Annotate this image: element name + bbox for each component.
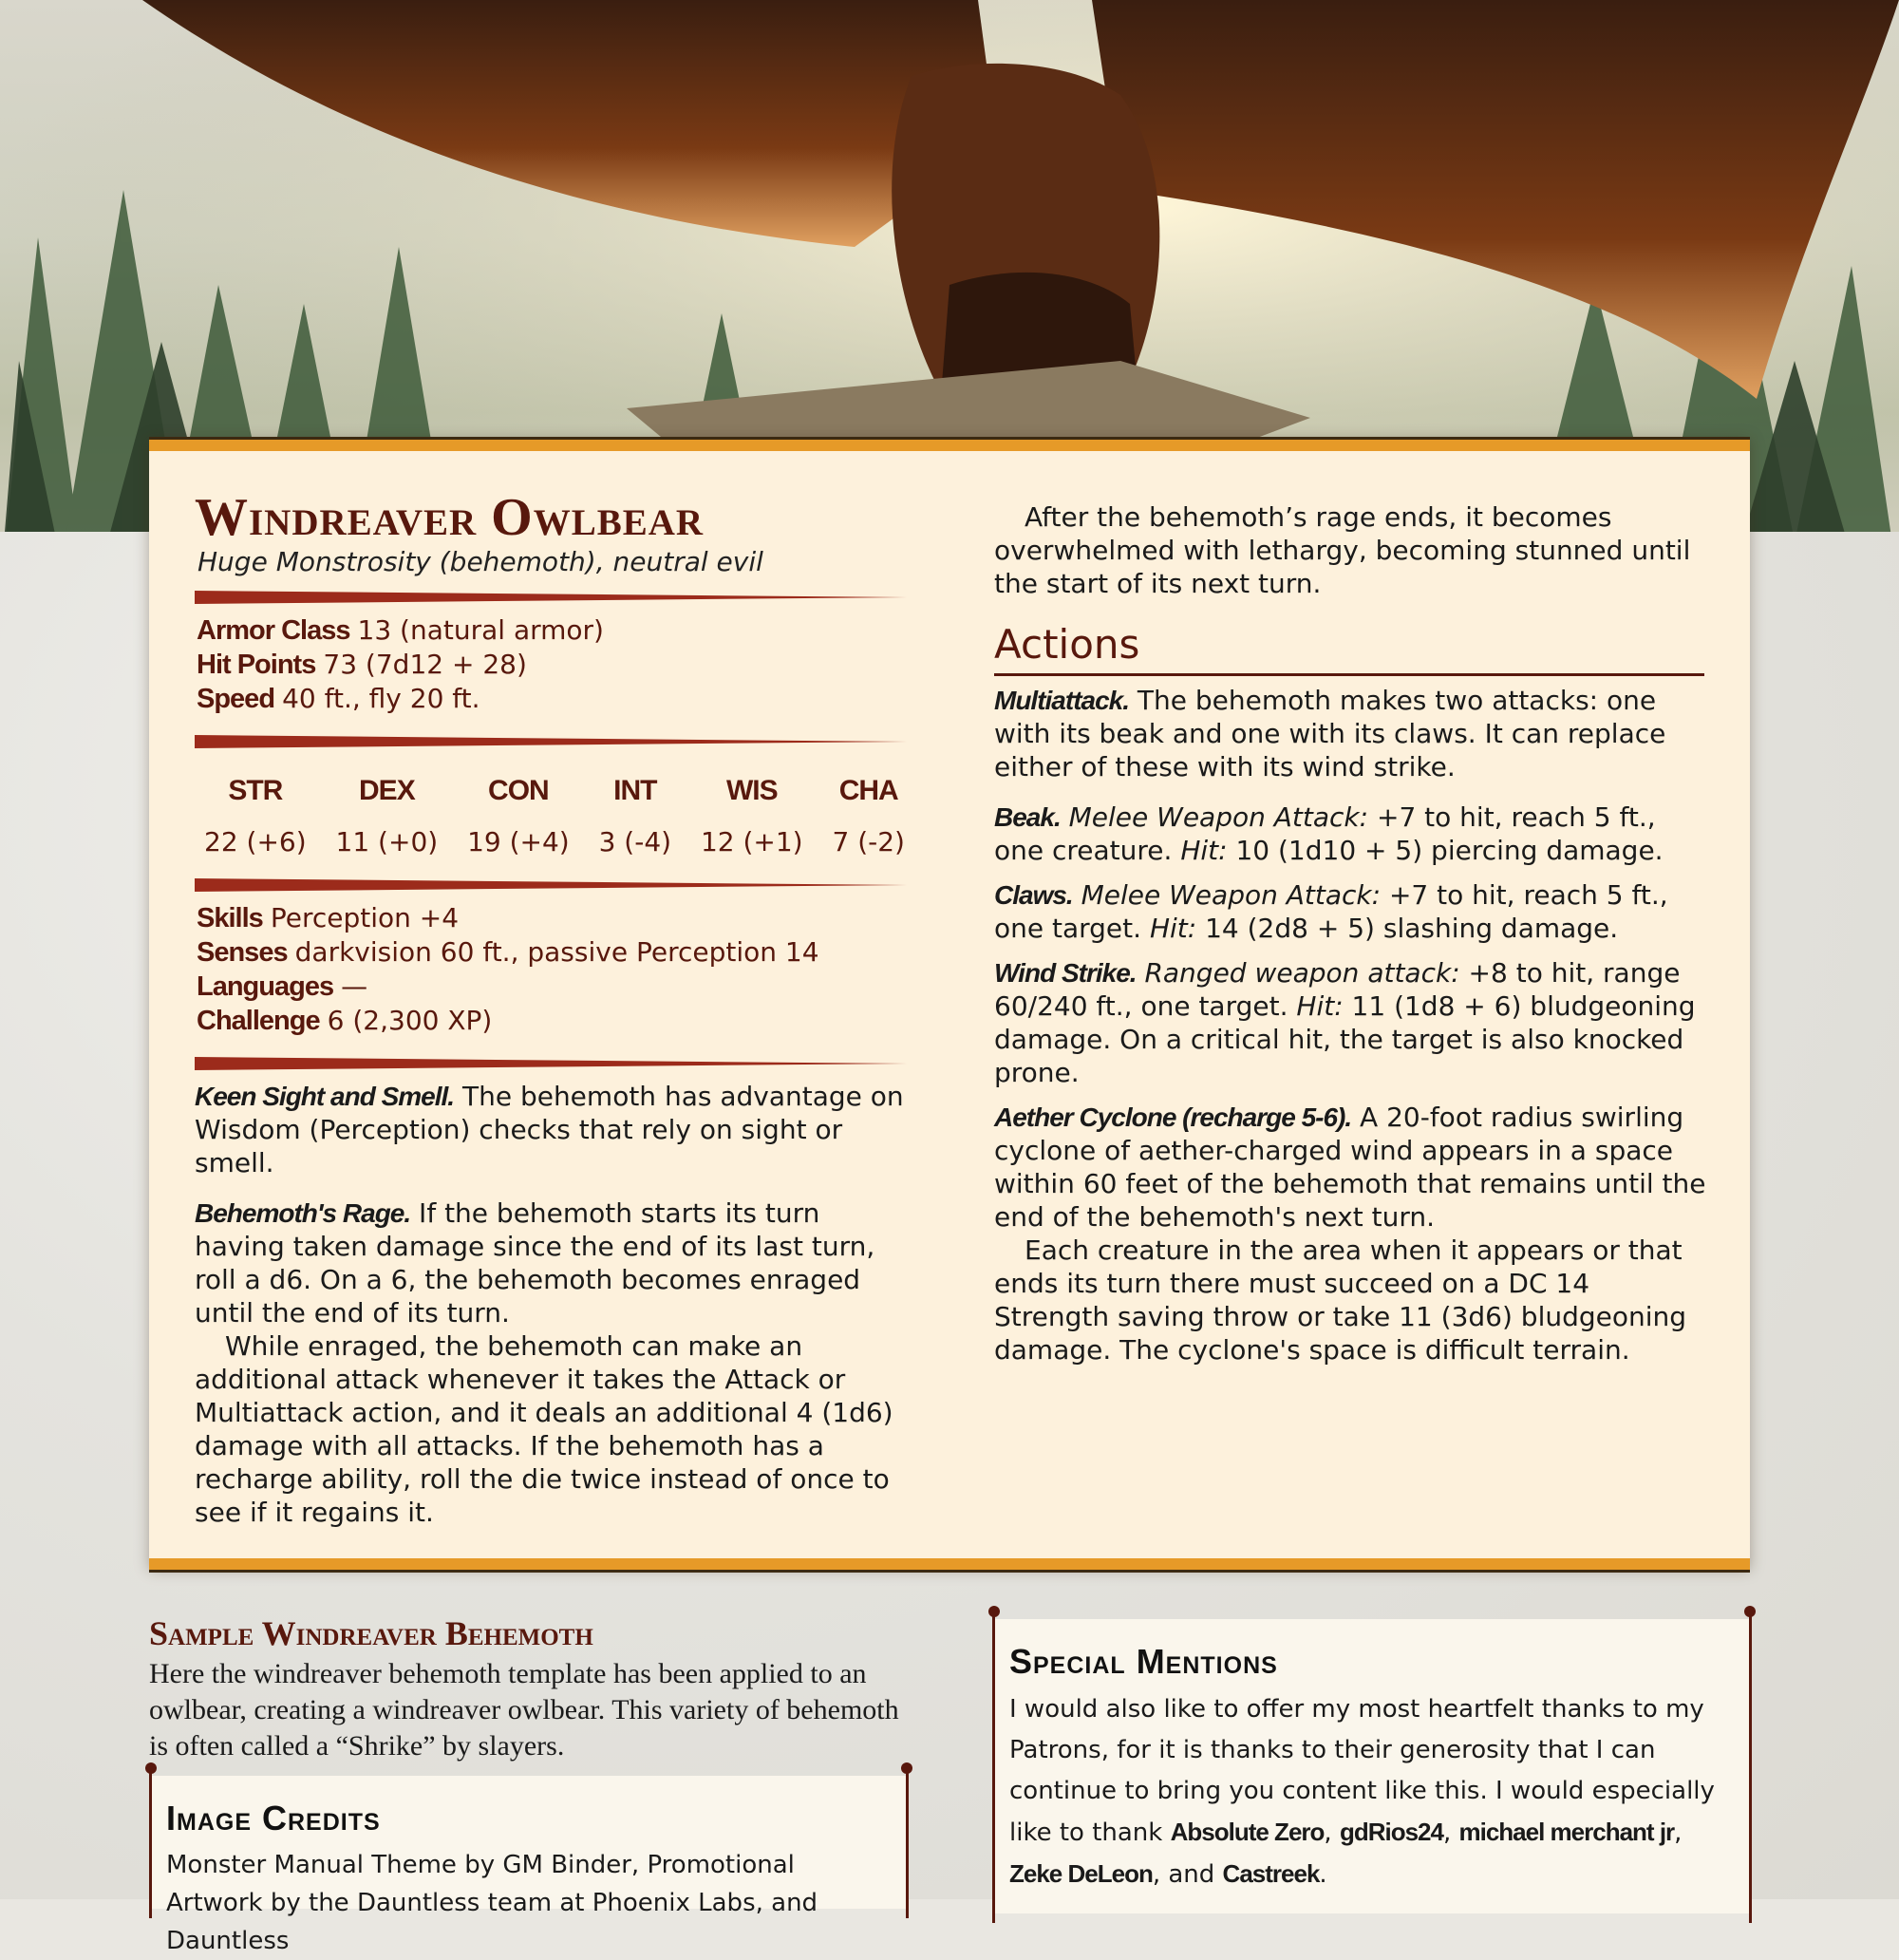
challenge: Challenge 6 (2,300 XP): [197, 1005, 493, 1036]
ability-scores: [204, 775, 905, 858]
divider: [195, 591, 907, 604]
divider: [195, 878, 907, 892]
stat-block-left-column: [195, 489, 912, 1529]
image-credits-note: [149, 1776, 909, 1955]
sample-text: Here the windreaver behemoth template has been applied to an owlbear, creating a windreaver owlbear. This variety of behemoth is often called a “Shrike” by slayers.: [149, 1658, 899, 1762]
actions-rule: [994, 673, 1704, 676]
sample-section: [149, 1614, 909, 1764]
trait-rage-ends: After the behemoth’s rage ends, it becomes overwhelmed with lethargy, becoming stunned until the start of its next turn.: [994, 501, 1691, 599]
ability-con: CON 19 (+4): [467, 775, 570, 858]
patron-name: Absolute Zero: [1170, 1818, 1325, 1846]
skills: Skills Perception +4: [197, 902, 460, 933]
ability-dex: DEX 11 (+0): [335, 775, 439, 858]
armor-class: Armor Class 13 (natural armor): [197, 614, 604, 646]
ability-int: INT 3 (-4): [598, 775, 672, 858]
divider: [195, 735, 907, 748]
monster-name: Windreaver Owlbear: [195, 488, 705, 547]
divider: [195, 1057, 907, 1070]
sample-heading: Sample Windreaver Behemoth: [149, 1614, 593, 1652]
patron-name: Zeke DeLeon: [1009, 1859, 1153, 1888]
speed: Speed 40 ft., fly 20 ft.: [197, 683, 480, 714]
trait-rage-enraged: While enraged, the behemoth can make an additional attack whenever it takes the Attack or Multiattack action, and it deals an additional 4 (1d6) damage with all attacks. If the behemoth has a recharge ability, roll the die twice instead of once to see if it regains it.: [195, 1330, 893, 1528]
languages: Languages —: [197, 971, 368, 1002]
ability-wis: WIS 12 (+1): [700, 775, 803, 858]
action-aether-cyclone-effect: Each creature in the area when it appears or that ends its turn there must succeed on a DC 14 Strength saving throw or take 11 (3d6) bludgeoning damage. The cyclone's space is difficult terrain.: [994, 1234, 1687, 1366]
actions-heading: Actions: [994, 621, 1140, 668]
action-multiattack: Multiattack. The behemoth makes two attacks: one with its beak and one with its claws. It can replace either of these with its wind strike.: [994, 685, 1666, 782]
hit-points: Hit Points 73 (7d12 + 28): [197, 649, 527, 680]
image-credits-text: Monster Manual Theme by GM Binder, Promotional Artwork by the Dauntless team at Phoenix Labs, and Dauntless: [166, 1851, 818, 1955]
stat-block: [149, 440, 1750, 1570]
action-beak: Beak. Melee Weapon Attack: +7 to hit, reach 5 ft., one creature. Hit: 10 (1d10 + 5) piercing damage.: [994, 801, 1664, 866]
special-mentions-heading: Special Mentions: [1009, 1642, 1278, 1681]
action-wind-strike: Wind Strike. Ranged weapon attack: +8 to hit, range 60/240 ft., one target. Hit: 11 (1d8 + 6) bludgeoning damage. On a critical hit, the target is also knocked prone.: [994, 957, 1696, 1088]
action-claws: Claws. Melee Weapon Attack: +7 to hit, reach 5 ft., one target. Hit: 14 (2d8 + 5) slashing damage.: [994, 879, 1668, 944]
special-mentions-text: I would also like to offer my most heartfelt thanks to my Patrons, for it is thanks to their generosity that I can continue to bring you content like this. I would especially like to thank Absolute Zero, gdRios24, michael merchant jr, Zeke DeLeon, and Castreek.: [1009, 1695, 1715, 1889]
patron-name: michael merchant jr: [1458, 1818, 1675, 1846]
patron-name: Castreek: [1222, 1859, 1320, 1888]
ability-str: STR 22 (+6): [204, 775, 307, 858]
trait-keen-senses: Keen Sight and Smell. The behemoth has advantage on Wisdom (Perception) checks that rely on sight or smell.: [195, 1081, 904, 1178]
special-mentions-note: [992, 1619, 1752, 1913]
senses: Senses darkvision 60 ft., passive Perception 14: [197, 936, 819, 968]
ability-cha: CHA 7 (-2): [832, 775, 905, 858]
stat-block-right-column: [994, 500, 1706, 1366]
action-aether-cyclone: Aether Cyclone (recharge 5-6). A 20-foot radius swirling cyclone of aether-charged wind appears in a space within 60 feet of the behemoth that remains until the end of the behemoth's next turn.: [994, 1102, 1706, 1233]
patron-name: gdRios24: [1339, 1818, 1443, 1846]
trait-behemoths-rage: Behemoth's Rage. If the behemoth starts its turn having taken damage since the end of its last turn, roll a d6. On a 6, the behemoth becomes enraged until the end of its turn.: [195, 1197, 875, 1329]
monster-type: Huge Monstrosity (behemoth), neutral evil: [197, 546, 763, 577]
image-credits-heading: Image Credits: [166, 1799, 381, 1838]
